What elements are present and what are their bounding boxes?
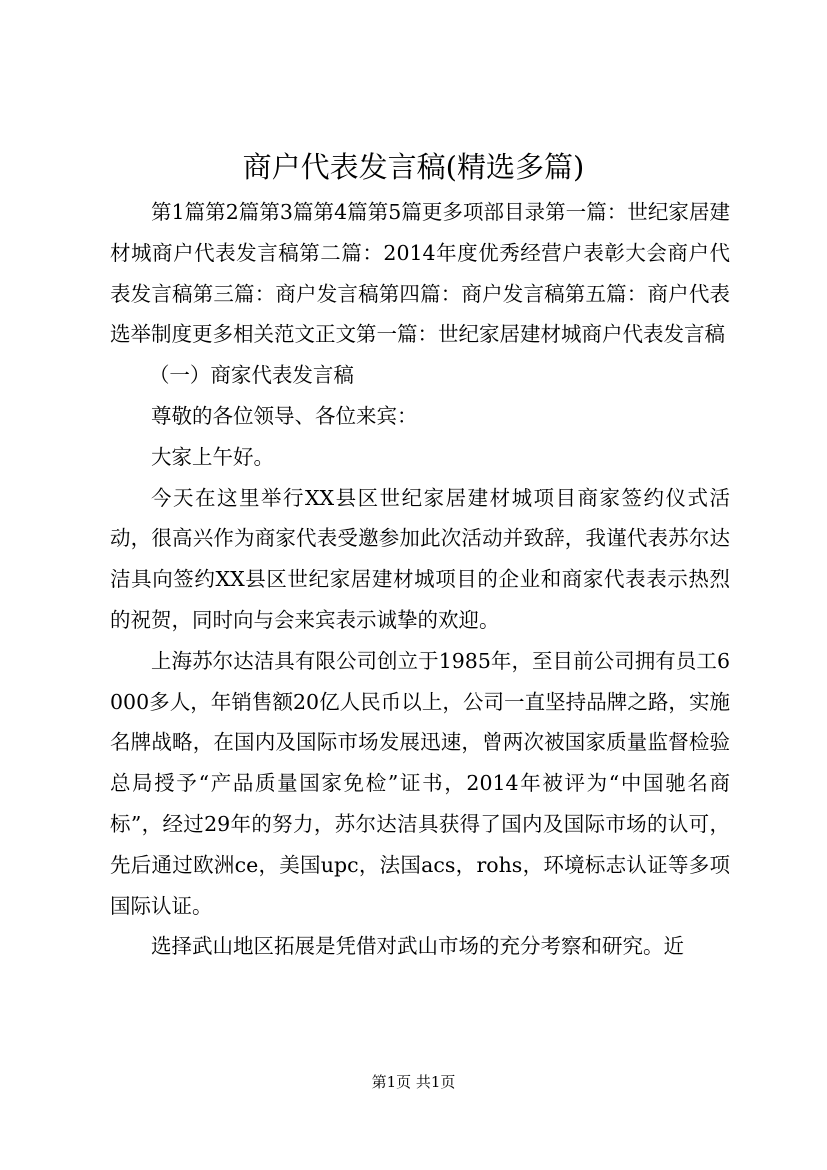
- page-footer: 第1页 共1页: [371, 1073, 456, 1091]
- document-body: [110, 192, 730, 967]
- body-paragraph: 今天在这里举行XX县区世纪家居建材城项目商家签约仪式活动，很高兴作为商家代表受邀参加此次活动并致辞，我谨代表苏尔达洁具向签约XX县区世纪家居建材城项目的企业和商家代表表示热烈的祝贺，同时向与会来宾表示诚挚的欢迎。: [110, 485, 730, 632]
- table-of-contents-paragraph: 第1篇第2篇第3篇第4篇第5篇更多项部目录第一篇：世纪家居建材城商户代表发言稿第二篇：2014年度优秀经营户表彰大会商户代表发言稿第三篇：商户发言稿第四篇：商户发言稿第五篇：商户代表选举制度更多相关范文正文第一篇：世纪家居建材城商户代表发言稿: [110, 200, 730, 347]
- body-paragraph: 选择武山地区拓展是凭借对武山市场的充分考察和研究。近: [151, 934, 684, 959]
- section-heading: （一）商家代表发言稿: [148, 363, 354, 388]
- salutation: 尊敬的各位领导、各位来宾：: [151, 403, 418, 428]
- document-title: 商户代表发言稿(精选多篇): [242, 150, 585, 184]
- greeting: 大家上午好。: [151, 444, 274, 469]
- body-paragraph: 上海苏尔达洁具有限公司创立于1985年，至目前公司拥有员工6000多人，年销售额20亿人民币以上，公司一直坚持品牌之路，实施名牌战略，在国内及国际市场发展迅速，曾两次被国家质量监督检验总局授予“产品质量国家免检”证书，2014年被评为“中国驰名商标”，经过29年的努力，苏尔达洁具获得了国内及国际市场的认可，先后通过欧洲ce，美国upc，法国acs，rohs，环境标志认证等多项国际认证。: [110, 648, 730, 918]
